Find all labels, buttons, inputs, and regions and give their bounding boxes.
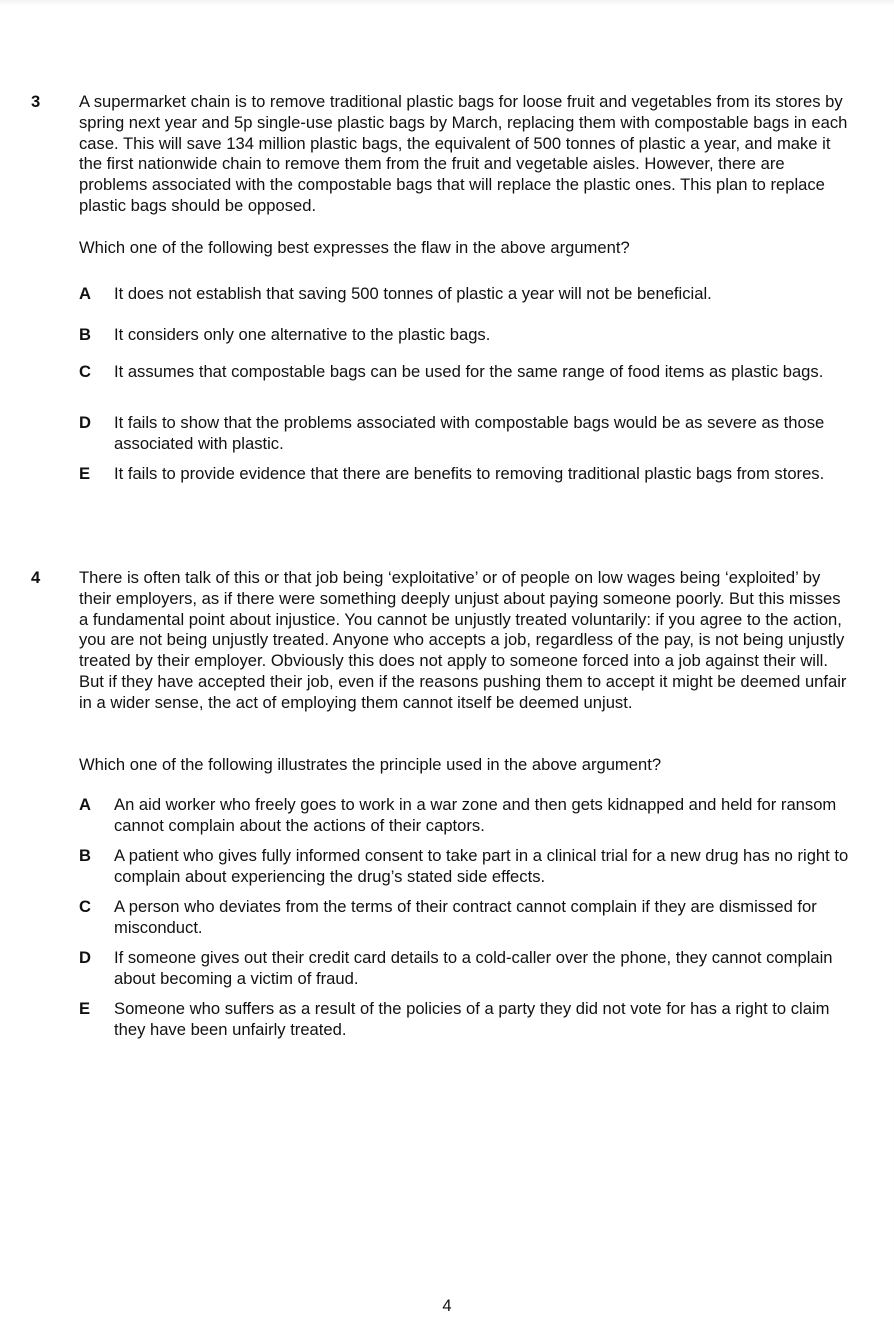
option-letter: A bbox=[79, 284, 91, 303]
option-text: Someone who suffers as a result of the policies of a party they did not vote for has a right to claim they have been unfairly treated. bbox=[114, 999, 830, 1039]
option-letter: D bbox=[79, 413, 91, 432]
option-letter: E bbox=[79, 464, 91, 483]
option-letter: B bbox=[79, 325, 91, 344]
question-prompt: Which one of the following best expresses the flaw in the above argument? bbox=[79, 238, 630, 257]
question-stem: There is often talk of this or that job being ‘exploitative’ or of people on low wages being ‘exploited’ by their employers, as if there were something deeply unjust about paying someone poorly. But this misses a fundamental point about injustice. You cannot be unjustly treated voluntarily: if you agree to the action, you are not being unjustly treated. Anyone who accepts a job, regardless of the pay, is not being unjustly treated by their employer. Obviously this does not apply to someone forced into a job against their will. But if they have accepted their job, even if the reasons pushing them to accept it might be deemed unfair in a wider sense, the act of employing them cannot itself be deemed unjust. bbox=[79, 568, 847, 712]
option-text: It considers only one alternative to the plastic bags. bbox=[114, 325, 491, 344]
option-letter: C bbox=[79, 897, 91, 916]
question-number: 4 bbox=[31, 568, 41, 587]
option-text: It assumes that compostable bags can be used for the same range of food items as plastic bags. bbox=[114, 362, 824, 381]
option-text: An aid worker who freely goes to work in a war zone and then gets kidnapped and held for ransom cannot complain about the actions of their captors. bbox=[114, 795, 837, 835]
option-letter: B bbox=[79, 846, 91, 865]
question-number: 3 bbox=[31, 92, 41, 111]
option-letter: C bbox=[79, 362, 91, 381]
page-number: 4 bbox=[442, 1296, 452, 1315]
option-text: It fails to provide evidence that there are benefits to removing traditional plastic bags from stores. bbox=[114, 464, 825, 483]
option-letter: E bbox=[79, 999, 91, 1018]
option-letter: A bbox=[79, 795, 91, 814]
option-text: A patient who gives fully informed consent to take part in a clinical trial for a new drug has no right to complain about experiencing the drug’s stated side effects. bbox=[114, 846, 849, 886]
question-stem: A supermarket chain is to remove traditional plastic bags for loose fruit and vegetables from its stores by spring next year and 5p single-use plastic bags by March, replacing them with compostable bags in each case. This will save 134 million plastic bags, the equivalent of 500 tonnes of plastic a year, and make it the first nationwide chain to remove them from the fruit and vegetable aisles. However, there are problems associated with the compostable bags that will replace the plastic ones. This plan to replace plastic bags should be opposed. bbox=[79, 92, 848, 215]
option-text: It does not establish that saving 500 tonnes of plastic a year will not be beneficial. bbox=[114, 284, 712, 303]
option-letter: D bbox=[79, 948, 91, 967]
option-text: It fails to show that the problems associated with compostable bags would be as severe as those associated with plastic. bbox=[114, 413, 825, 453]
question-prompt: Which one of the following illustrates the principle used in the above argument? bbox=[79, 755, 662, 774]
option-text: A person who deviates from the terms of their contract cannot complain if they are dismissed for misconduct. bbox=[114, 897, 817, 937]
option-text: If someone gives out their credit card details to a cold-caller over the phone, they cannot complain about becoming a victim of fraud. bbox=[114, 948, 833, 988]
